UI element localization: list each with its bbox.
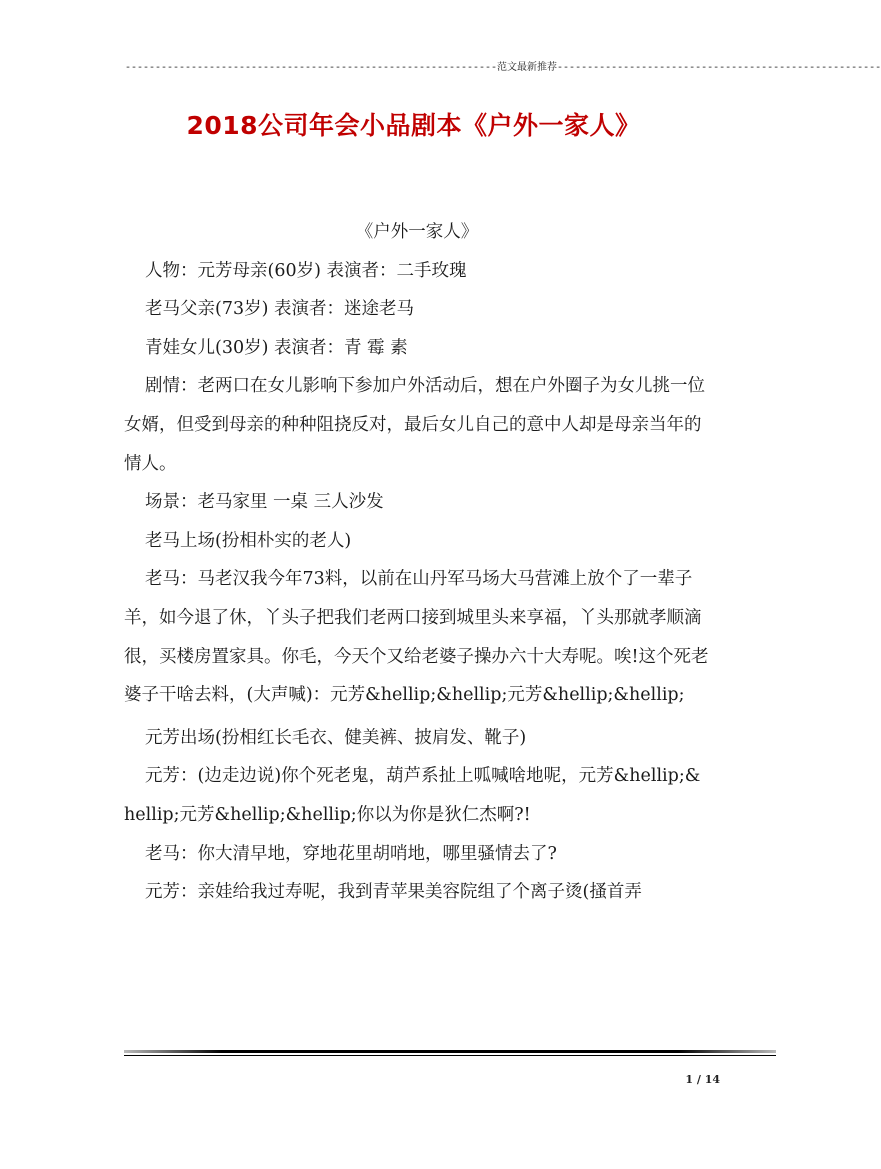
page-number: 1 / 14 xyxy=(685,1073,720,1086)
paragraph: 老马：你大清早地，穿地花里胡哨地，哪里骚情去了? xyxy=(145,843,557,864)
paragraph: 青娃女儿(30岁) 表演者：青 霉 素 xyxy=(145,337,408,358)
script-subtitle: 《户外一家人》 xyxy=(355,222,479,242)
paragraph: 人物：元芳母亲(60岁) 表演者：二手玫瑰 xyxy=(145,260,467,281)
page-header-banner: --------------------------------------------------------------范文最新推荐------------------------------------------------------ xyxy=(125,63,881,74)
document-body xyxy=(124,213,710,912)
paragraph: 老马上场(扮相朴实的老人) xyxy=(145,530,352,551)
document-title: 2018公司年会小品剧本《户外一家人》 xyxy=(186,111,641,140)
paragraph: 元芳：亲娃给我过寿呢，我到青苹果美容院组了个离子烫(搔首弄 xyxy=(145,882,642,903)
paragraph: 元芳出场(扮相红长毛衣、健美裤、披肩发、靴子) xyxy=(145,727,527,748)
footer-divider xyxy=(124,1050,776,1056)
paragraph: 场景：老马家里 一桌 三人沙发 xyxy=(145,492,384,513)
paragraph: 元芳：(边走边说)你个死老鬼，葫芦系扯上呱喊啥地呢，元芳&hellip;&hellip;元芳&hellip;&hellip;你以为你是狄仁杰啊?! xyxy=(124,766,701,825)
paragraph: 剧情：老两口在女儿影响下参加户外活动后，想在户外圈子为女儿挑一位女婿，但受到母亲的种种阻挠反对，最后女儿自己的意中人却是母亲当年的情人。 xyxy=(124,376,705,474)
paragraph: 老马：马老汉我今年73料，以前在山丹军马场大马营滩上放个了一辈子羊，如今退了休，丫头子把我们老两口接到城里头来享福，丫头那就孝顺滴很，买楼房置家具。你毛，今天个又给老婆子操办六十大寿呢。唉!这个死老婆子干啥去料，(大声喊)：元芳&hellip;&hellip;元芳&hellip;&hellip; xyxy=(124,569,709,706)
paragraph: 老马父亲(73岁) 表演者：迷途老马 xyxy=(145,299,414,320)
